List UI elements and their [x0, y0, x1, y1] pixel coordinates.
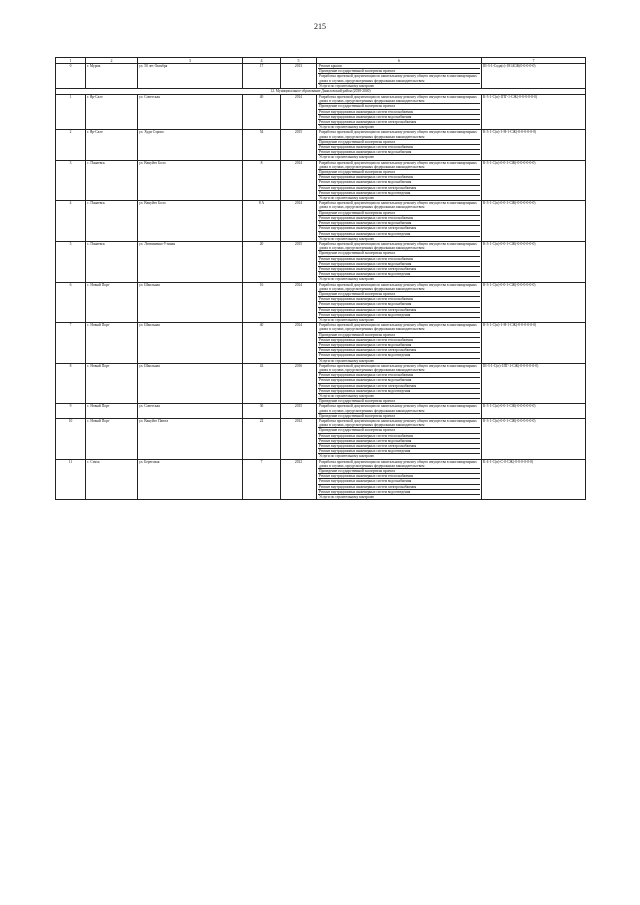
work-item: Ремонт внутридомовых инженерных систем водоотведения [318, 353, 480, 358]
header-col-1: 1 [56, 58, 86, 64]
work-item: Услуги по строительному контролю [319, 155, 375, 160]
work-item: Ремонт крыши [318, 64, 480, 69]
work-item: Ремонт внутридомовых инженерных систем электроснабжения [318, 226, 480, 231]
work-item: Проведение государственной экспертизы проекта [318, 211, 480, 216]
settlement-cell: с. Панаевск [86, 201, 138, 242]
house-cell: 20 [243, 241, 281, 282]
year-cell: 2012 [281, 459, 317, 500]
work-item: Услуги по строительному контролю [319, 196, 375, 201]
table-row [56, 95, 586, 130]
header-col-6: 6 [317, 58, 482, 64]
house-cell: 7 [243, 459, 281, 500]
work-item: Ремонт внутридомовых инженерных систем электроснабжения [318, 485, 480, 490]
work-item: Ремонт внутридомовых инженерных систем водоснабжения [318, 439, 480, 444]
work-item: Ремонт внутридомовых инженерных систем водоотведения [318, 191, 480, 196]
row-number: 7 [56, 323, 86, 364]
street-cell: ул. Школьная [138, 323, 243, 364]
house-cell: 22 [243, 419, 281, 460]
house-cell: 40 [243, 323, 281, 364]
row-number: 8 [56, 363, 86, 404]
year-cell: 2012 [281, 419, 317, 460]
work-item: Ремонт внутридомовых инженерных систем теплоснабжения [318, 175, 480, 180]
street-cell: ул. Школьная [138, 282, 243, 323]
row-number: 11 [56, 459, 86, 500]
work-item: Проведение государственной экспертизы проекта [318, 104, 480, 109]
row-number: 1 [56, 95, 86, 130]
work-item: Проведение государственной экспертизы проекта [318, 170, 480, 175]
header-col-5: 5 [281, 58, 317, 64]
work-item: Услуги по строительному контролю [319, 495, 375, 500]
work-item: Ремонт внутридомовых инженерных систем теплоснабжения [318, 474, 480, 479]
house-cell: 54 [243, 130, 281, 160]
house-cell: 8 А [243, 201, 281, 242]
work-item: Проведение государственной экспертизы проекта [318, 140, 480, 145]
work-item: Ремонт внутридомовых инженерных систем водоснабжения [318, 115, 480, 120]
code-cell: III-3-1-Сода(с)-1814СЖ(0-0-0-0-0) [482, 64, 586, 89]
house-cell: 8 [243, 160, 281, 201]
settlement-cell: с. Сеяха [86, 459, 138, 500]
works-list [318, 201, 480, 241]
table-row [56, 323, 586, 364]
works-list [318, 364, 480, 404]
row-number: 9 [56, 404, 86, 419]
settlement-cell: с. Новый Порт [86, 323, 138, 364]
settlement-cell: г. Яр-Сале [86, 95, 138, 130]
work-item: Разработка проектной документации по капитальному ремонту общего имущества в многоквартирных домах в случаях, предусмотренных федеральным законодательством [318, 130, 480, 139]
year-cell: 2014 [281, 323, 317, 364]
works-cell [317, 459, 482, 500]
works-list [318, 283, 480, 323]
work-item: Проведение государственной экспертизы проекта [319, 399, 396, 404]
work-item: Ремонт внутридомовых инженерных систем водоотведения [318, 272, 480, 277]
work-item: Услуги по строительному контролю [319, 236, 375, 241]
table-row [56, 241, 586, 282]
work-item: Ремонт внутридомовых инженерных систем водоснабжения [318, 343, 480, 348]
table-row [56, 363, 586, 404]
work-item: Ремонт внутридомовых инженерных систем теплоснабжения [318, 297, 480, 302]
street-cell: ул. Вануйто Паюта [138, 419, 243, 460]
works-cell [317, 201, 482, 242]
works-cell [317, 241, 482, 282]
work-item: Услуги по строительному контролю [319, 454, 375, 459]
work-item: Проведение государственной экспертизы проекта [318, 251, 480, 256]
code-cell: К-3-1-С(п)-0-0-1-СЖ(-0-0-0-0-0-0) [482, 241, 586, 282]
works-list [318, 404, 480, 418]
page-number: 215 [314, 22, 326, 31]
works-cell [317, 160, 482, 201]
year-cell: 2014 [281, 282, 317, 323]
work-item: Ремонт внутридомовых инженерных систем теплоснабжения [318, 216, 480, 221]
work-item: Ремонт внутридомовых инженерных систем электроснабжения [318, 308, 480, 313]
row-number: 10 [56, 419, 86, 460]
table-row [56, 282, 586, 323]
work-item: Ремонт внутридомовых инженерных систем электроснабжения [318, 384, 480, 389]
works-cell [317, 282, 482, 323]
work-item: Ремонт внутридомовых инженерных систем водоотведения [318, 449, 480, 454]
work-item: Разработка проектной документации по капитальному ремонту общего имущества в многоквартирных домах в случаях, предусмотренных федеральным законодательством [318, 364, 480, 373]
street-cell: ул. Советская [138, 404, 243, 419]
works-list [318, 161, 480, 201]
street-cell: ул. Советская [138, 95, 243, 130]
work-item: Ремонт внутридомовых инженерных систем теплоснабжения [318, 434, 480, 439]
header-col-4: 4 [243, 58, 281, 64]
work-item: Ремонт внутридомовых инженерных систем водоотведения [318, 389, 480, 394]
table-row [56, 64, 586, 89]
work-item: Ремонт внутридомовых инженерных систем теплоснабжения [318, 110, 480, 115]
code-cell: К-4-1-С(п)-С-0-СЖ(-0-0-0-0-0-0) [482, 459, 586, 500]
works-list [318, 64, 480, 88]
header-col-2: 2 [86, 58, 138, 64]
work-item: Услуги по строительному контролю [319, 317, 375, 322]
year-cell: 2014 [281, 201, 317, 242]
work-item: Разработка проектной документации по капитальному ремонту общего имущества в многоквартирных домах в случаях, предусмотренных федеральным законодательством [318, 419, 480, 428]
work-item: Разработка проектной документации по капитальному ремонту общего имущества в многоквартирных домах в случаях, предусмотренных федеральным законодательством [318, 74, 480, 83]
work-item: Разработка проектной документации по капитальному ремонту общего имущества в многоквартирных домах в случаях, предусмотренных федеральным законодательством [318, 323, 480, 332]
settlement-cell: г. Мурма [86, 64, 138, 89]
house-cell: 17 [243, 64, 281, 89]
code-cell: К-3-1-С(п)-0-0-1-СЖ(-0-0-0-0-0-0) [482, 282, 586, 323]
works-cell [317, 363, 482, 404]
settlement-cell: г. Яр-Сале [86, 130, 138, 160]
work-item: Проведение государственной экспертизы проекта [319, 413, 396, 418]
work-item: Ремонт внутридомовых инженерных систем водоотведения [318, 313, 480, 318]
work-item: Ремонт внутридомовых инженерных систем водоснабжения [318, 378, 480, 383]
table-row [56, 160, 586, 201]
works-list [318, 460, 480, 500]
work-item: Ремонт внутридомовых инженерных систем электроснабжения [318, 267, 480, 272]
work-item: Проведение государственной экспертизы проекта [318, 469, 480, 474]
row-number: 2 [56, 130, 86, 160]
work-item: Разработка проектной документации по капитальному ремонту общего имущества в многоквартирных домах в случаях, предусмотренных федеральным законодательством [318, 95, 480, 104]
settlement-cell: с. Панаевск [86, 160, 138, 201]
year-cell: 2015 [281, 130, 317, 160]
code-cell: К-3-1-С(п)-0-0-1-СЖ(-0-0-0-0-0-0) [482, 404, 586, 419]
work-item: Ремонт внутридомовых инженерных систем водоснабжения [318, 150, 480, 155]
code-cell: К-3-1-С(п)-0-0-1-СЖ(-0-0-0-0-0-0) [482, 419, 586, 460]
settlement-cell: с. Новый Порт [86, 419, 138, 460]
settlement-cell: с. Панаевск [86, 241, 138, 282]
code-cell: К-3-1-С(п)-1ПГ-1-СЖ(-0-0-0-0-0-0) [482, 95, 586, 130]
works-cell [317, 130, 482, 160]
works-cell [317, 323, 482, 364]
row-number: 4 [56, 201, 86, 242]
year-cell: 2013 [281, 64, 317, 89]
works-list [318, 419, 480, 459]
work-item: Услуги по строительному контролю [319, 125, 375, 130]
house-cell: 43 [243, 363, 281, 404]
row-number: 3 [56, 160, 86, 201]
house-cell: 30 [243, 404, 281, 419]
work-item: Ремонт внутридомовых инженерных систем водоснабжения [318, 180, 480, 185]
table-row [56, 404, 586, 419]
work-item: Ремонт внутридомовых инженерных систем электроснабжения [318, 348, 480, 353]
street-cell: ул. Литвиненко-Утиная [138, 241, 243, 282]
street-cell: ул. Школьная [138, 363, 243, 404]
work-item: Разработка проектной документации по капитальному ремонту общего имущества в многоквартирных домах в случаях, предусмотренных федеральным законодательством [318, 283, 480, 292]
works-cell [317, 95, 482, 130]
code-cell: К-3-1-С(п)-1-Н-1-СЖ(-0-0-0-0-0-0) [482, 323, 586, 364]
work-item: Ремонт внутридомовых инженерных систем водоснабжения [318, 479, 480, 484]
work-item: Ремонт внутридомовых инженерных систем водоснабжения [318, 302, 480, 307]
year-cell: 2014 [281, 95, 317, 130]
works-list [318, 95, 480, 129]
year-cell: 2014 [281, 160, 317, 201]
row-number: 6 [56, 282, 86, 323]
street-cell: ул. Вануйто Боло [138, 201, 243, 242]
works-cell [317, 64, 482, 89]
row-number: 5 [56, 241, 86, 282]
settlement-cell: с. Новый Порт [86, 404, 138, 419]
street-cell: ул. Вануйто Боло [138, 160, 243, 201]
work-item: Проведение государственной экспертизы проекта [318, 428, 480, 433]
code-cell: К-3-1-С(п)-0-0-1-СЖ(-0-0-0-0-0-0) [482, 201, 586, 242]
work-item: Проведение государственной экспертизы проекта [318, 333, 480, 338]
work-item: Ремонт внутридомовых инженерных систем электроснабжения [318, 120, 480, 125]
code-cell: К-3-1-С(п)-1-Н-1-СЖ(-0-0-0-0-0-0) [482, 130, 586, 160]
work-item: Ремонт внутридомовых инженерных систем водоснабжения [318, 221, 480, 226]
header-col-3: 3 [138, 58, 243, 64]
register-table-body [56, 58, 586, 500]
work-item: Разработка проектной документации по капитальному ремонту общего имущества в многоквартирных домах в случаях, предусмотренных федеральным законодательством [318, 161, 480, 170]
register-table [55, 57, 586, 500]
settlement-cell: с. Новый Порт [86, 282, 138, 323]
table-row [56, 459, 586, 500]
year-cell: 2016 [281, 363, 317, 404]
code-cell: III-3-1-С(п)-1ПГ-1-СЖ(-0-0-0-0-0-0) [482, 363, 586, 404]
header-col-7: 7 [482, 58, 586, 64]
table-row [56, 130, 586, 160]
street-cell: ул. Худи Сэроко [138, 130, 243, 160]
work-item: Ремонт внутридомовых инженерных систем водоотведения [318, 490, 480, 495]
settlement-cell: с. Новый Порт [86, 363, 138, 404]
work-item: Проведение государственной экспертизы проекта [318, 69, 480, 74]
work-item: Услуги по строительному контролю [319, 277, 375, 282]
work-item: Разработка проектной документации по капитальному ремонту общего имущества в многоквартирных домах в случаях, предусмотренных федеральным законодательством [318, 460, 480, 469]
work-item: Ремонт внутридомовых инженерных систем электроснабжения [318, 444, 480, 449]
work-item: Ремонт внутридомовых инженерных систем электроснабжения [318, 186, 480, 191]
works-cell [317, 404, 482, 419]
work-item: Ремонт внутридомовых инженерных систем водоснабжения [318, 262, 480, 267]
works-list [318, 323, 480, 363]
work-item: Ремонт внутридомовых инженерных систем теплоснабжения [318, 338, 480, 343]
work-item: Разработка проектной документации по капитальному ремонту общего имущества в многоквартирных домах в случаях, предусмотренных федеральным законодательством [318, 242, 480, 251]
work-item: Проведение государственной экспертизы проекта [318, 292, 480, 297]
work-item: Услуги по строительному контролю [319, 358, 375, 363]
house-cell: 40 [243, 95, 281, 130]
house-cell: 16 [243, 282, 281, 323]
work-item: Ремонт внутридомовых инженерных систем водоотведения [318, 232, 480, 237]
work-item: Ремонт внутридомовых инженерных систем теплоснабжения [318, 145, 480, 150]
street-cell: ул. 50 лет Октября [138, 64, 243, 89]
row-number: 0 [56, 64, 86, 89]
work-item: Разработка проектной документации по капитальному ремонту общего имущества в многоквартирных домах в случаях, предусмотренных федеральным законодательством [318, 404, 480, 413]
works-list [318, 242, 480, 282]
street-cell: ул. Береговая [138, 459, 243, 500]
table-row [56, 201, 586, 242]
work-item: Ремонт внутридомовых инженерных систем теплоснабжения [318, 373, 480, 378]
works-cell [317, 419, 482, 460]
table-row [56, 419, 586, 460]
work-item: Услуги по строительному контролю [318, 394, 480, 399]
year-cell: 2015 [281, 404, 317, 419]
works-list [318, 130, 480, 159]
code-cell: К-3-1-С(п)-0-0-1-СЖ(-0-0-0-0-0-0) [482, 160, 586, 201]
year-cell: 2015 [281, 241, 317, 282]
work-item: Разработка проектной документации по капитальному ремонту общего имущества в многоквартирных домах в случаях, предусмотренных федеральным законодательством [318, 201, 480, 210]
section-title: 12. Муниципальное образование Даниловский район (2038-2040) [56, 89, 586, 95]
work-item: Ремонт внутридомовых инженерных систем теплоснабжения [318, 257, 480, 262]
work-item: Услуги по строительному контролю [319, 83, 375, 88]
